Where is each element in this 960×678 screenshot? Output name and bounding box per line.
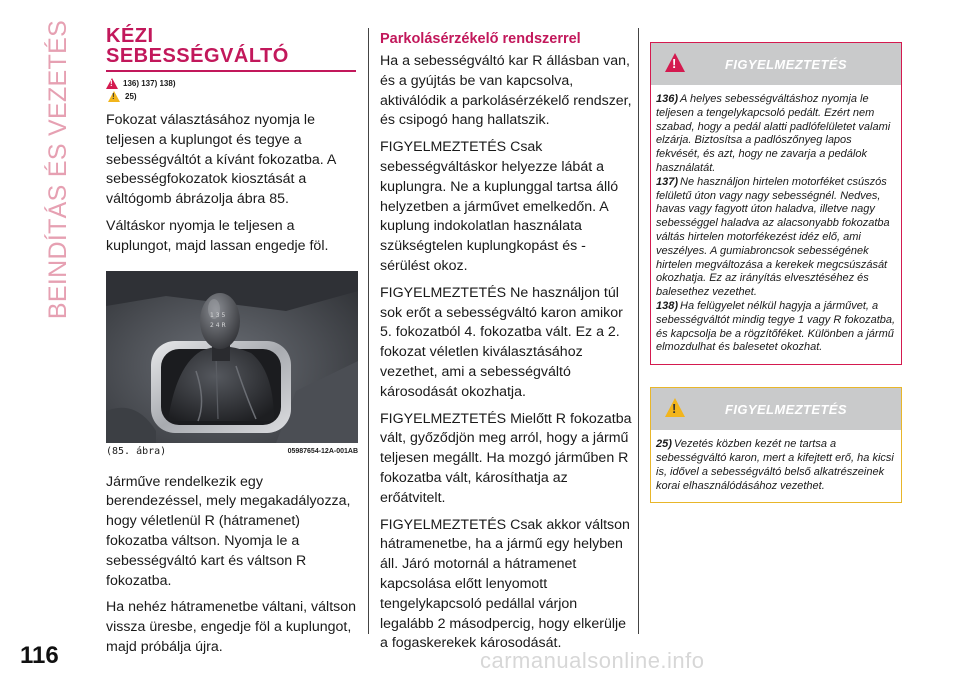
- figure-code: 05987654-12A-001AB: [287, 447, 358, 455]
- warning-triangle-icon: [106, 78, 118, 89]
- warning-item-number: 137): [656, 175, 679, 188]
- column-divider: [368, 28, 369, 634]
- warning-item: [656, 93, 896, 176]
- column-1: [106, 26, 358, 665]
- warning-item-text: Ha felügyelet nélkül hagyja a járművet, a sebességváltót mindig tegye 1 vagy R fokozatba, és kapcsolja be a rögzítőféket. Különben a jármű elmozdulhat és balesetet okozhat.: [656, 299, 896, 354]
- column-2: [380, 30, 632, 661]
- paragraph: Ha nehéz hátramenetbe váltani, váltson vissza üresbe, engedje föl a kuplungot, majd próbálja újra.: [106, 599, 357, 655]
- section-title: [106, 26, 358, 66]
- warning-item-number: 136): [656, 93, 679, 105]
- svg-text:2 4 R: 2 4 R: [210, 321, 226, 329]
- paragraph: FIGYELMEZTETÉS Mielőtt R fokozatba vált, győződjön meg arról, hogy a jármű teljesen megállt. Ha mozgó járműben R fokozatba vált, károsíthatja az erőátvitelt.: [380, 410, 632, 506]
- caution-item: [656, 438, 896, 493]
- warning-box-header: [651, 43, 901, 85]
- gear-shifter-figure: [106, 271, 358, 443]
- section-title-line-2: SEBESSÉGVÁLTÓ: [106, 45, 289, 67]
- warning-box-body: [651, 85, 901, 364]
- paragraph: FIGYELMEZTETÉS Csak akkor váltson hátramenetbe, ha a jármű egy helyben áll. Járó motornál a hátramenet kapcsolása előtt lenyomott tengelykapcsoló pedállal várjon legalább 2 másodpercig, hogy elkerülje a fogaskerekek károsodását.: [380, 516, 630, 652]
- warning-reference-numbers: 136) 137) 138): [123, 79, 176, 88]
- caution-triangle-icon: [665, 398, 685, 417]
- caution-box-title: FIGYELMEZTETÉS: [725, 401, 847, 417]
- column-3: [650, 42, 900, 503]
- figure-caption: [106, 446, 358, 457]
- svg-text:1 3 5: 1 3 5: [210, 311, 226, 319]
- paragraph: Járműve rendelkezik egy berendezéssel, mely megakadályozza, hogy véletlenül R (hátramenet) fokozatba váltson. Nyomja le a sebességváltó kart és váltson R fokozatba.: [106, 473, 351, 589]
- paragraph: Ha a sebességváltó kar R állásban van, és a gyújtás be van kapcsolva, aktiválódik a parkolásérzékelő rendszer, és csipogó hang hallatszik.: [380, 53, 632, 129]
- caution-item-number: 25): [656, 438, 672, 451]
- caution-box-body: [651, 430, 901, 502]
- warning-item-number: 138): [656, 299, 679, 312]
- paragraph: FIGYELMEZTETÉS Ne használjon túl sok erőt a sebességváltó karon amikor 5. fokozatból 4. fokozatba vált. Ez a 2. fokozat véletlen kiválasztásához vezethet, ami a sebességváltó károsodását okozhatja.: [380, 284, 623, 400]
- warning-item: [656, 176, 896, 300]
- warning-reference[interactable]: [106, 78, 358, 89]
- title-underline: [106, 70, 356, 72]
- caution-item-text: Vezetés közben kezét ne tartsa a sebességváltó karon, mert a kifejtett erő, ha kicsi is, idővel a sebességváltó belső alkatrészeinek korai elhasználódásához vezethet.: [656, 438, 894, 492]
- caution-reference-numbers: 25): [125, 92, 137, 101]
- subheading: Parkolásérzékelő rendszerrel: [380, 31, 581, 47]
- figure-number: (85. ábra): [106, 445, 167, 457]
- caution-box-header: [651, 388, 901, 430]
- warning-box-title: FIGYELMEZTETÉS: [725, 56, 847, 72]
- warning-item-text: Ne használjon hirtelen motorféket csúszós felületű úton vagy nagy sebességnél. Nedves, havas vagy fagyott úton haladva, illetve nagy sebességgel haladva az alacsonyabb fokozatba váltás hirtelen motorfékezést idéz elő, ami veszélyes. A gumiabroncsok sebességének hirtelen megváltozása a kerekek megcsúszását okozhatja. Ez az irányítás elvesztéséhez és balesethez vezethet.: [656, 175, 890, 299]
- section-title-line-1: KÉZI: [106, 25, 154, 47]
- page-number: 116: [20, 642, 59, 669]
- caution-box: [650, 387, 902, 503]
- warning-item: [656, 300, 896, 355]
- warning-item-text: A helyes sebességváltáshoz nyomja le teljesen a tengelykapcsoló pedált. Ezért nem szabad, hogy a pedál alatti padlófelületet valami elzárja. Biztosítsa a padlószőnyeg lapos fekvését, és azt, hogy ne zavarja a pedálok használatát.: [656, 93, 891, 174]
- paragraph: Váltáskor nyomja le teljesen a kuplungot, majd lassan engedje föl.: [106, 217, 329, 254]
- column-divider: [638, 28, 639, 634]
- watermark: carmanualsonline.info: [480, 648, 705, 673]
- caution-reference[interactable]: [108, 91, 358, 102]
- warning-triangle-icon: [665, 53, 685, 72]
- gear-shifter-illustration: [106, 271, 358, 443]
- warning-box: [650, 42, 902, 365]
- paragraph: FIGYELMEZTETÉS Csak sebességváltáskor helyezze lábát a kuplungra. Ne a kuplunggal tartsa álló helyzetben a járművet emelkedőn. A kuplung indokolatlan használata szükségtelen kuplungkopást és -sérülést okoz.: [380, 139, 619, 274]
- side-section-title-text: BEINDÍTÁS ÉS VEZETÉS: [44, 19, 73, 319]
- side-section-title: [34, 19, 84, 319]
- caution-triangle-icon: [108, 91, 120, 102]
- paragraph: Fokozat választásához nyomja le teljesen a kuplungot és tegye a sebességváltót a kívánt fokozatba. A sebességfokozatok kiosztását a váltógomb ábrázolja ábra 85.: [106, 112, 336, 208]
